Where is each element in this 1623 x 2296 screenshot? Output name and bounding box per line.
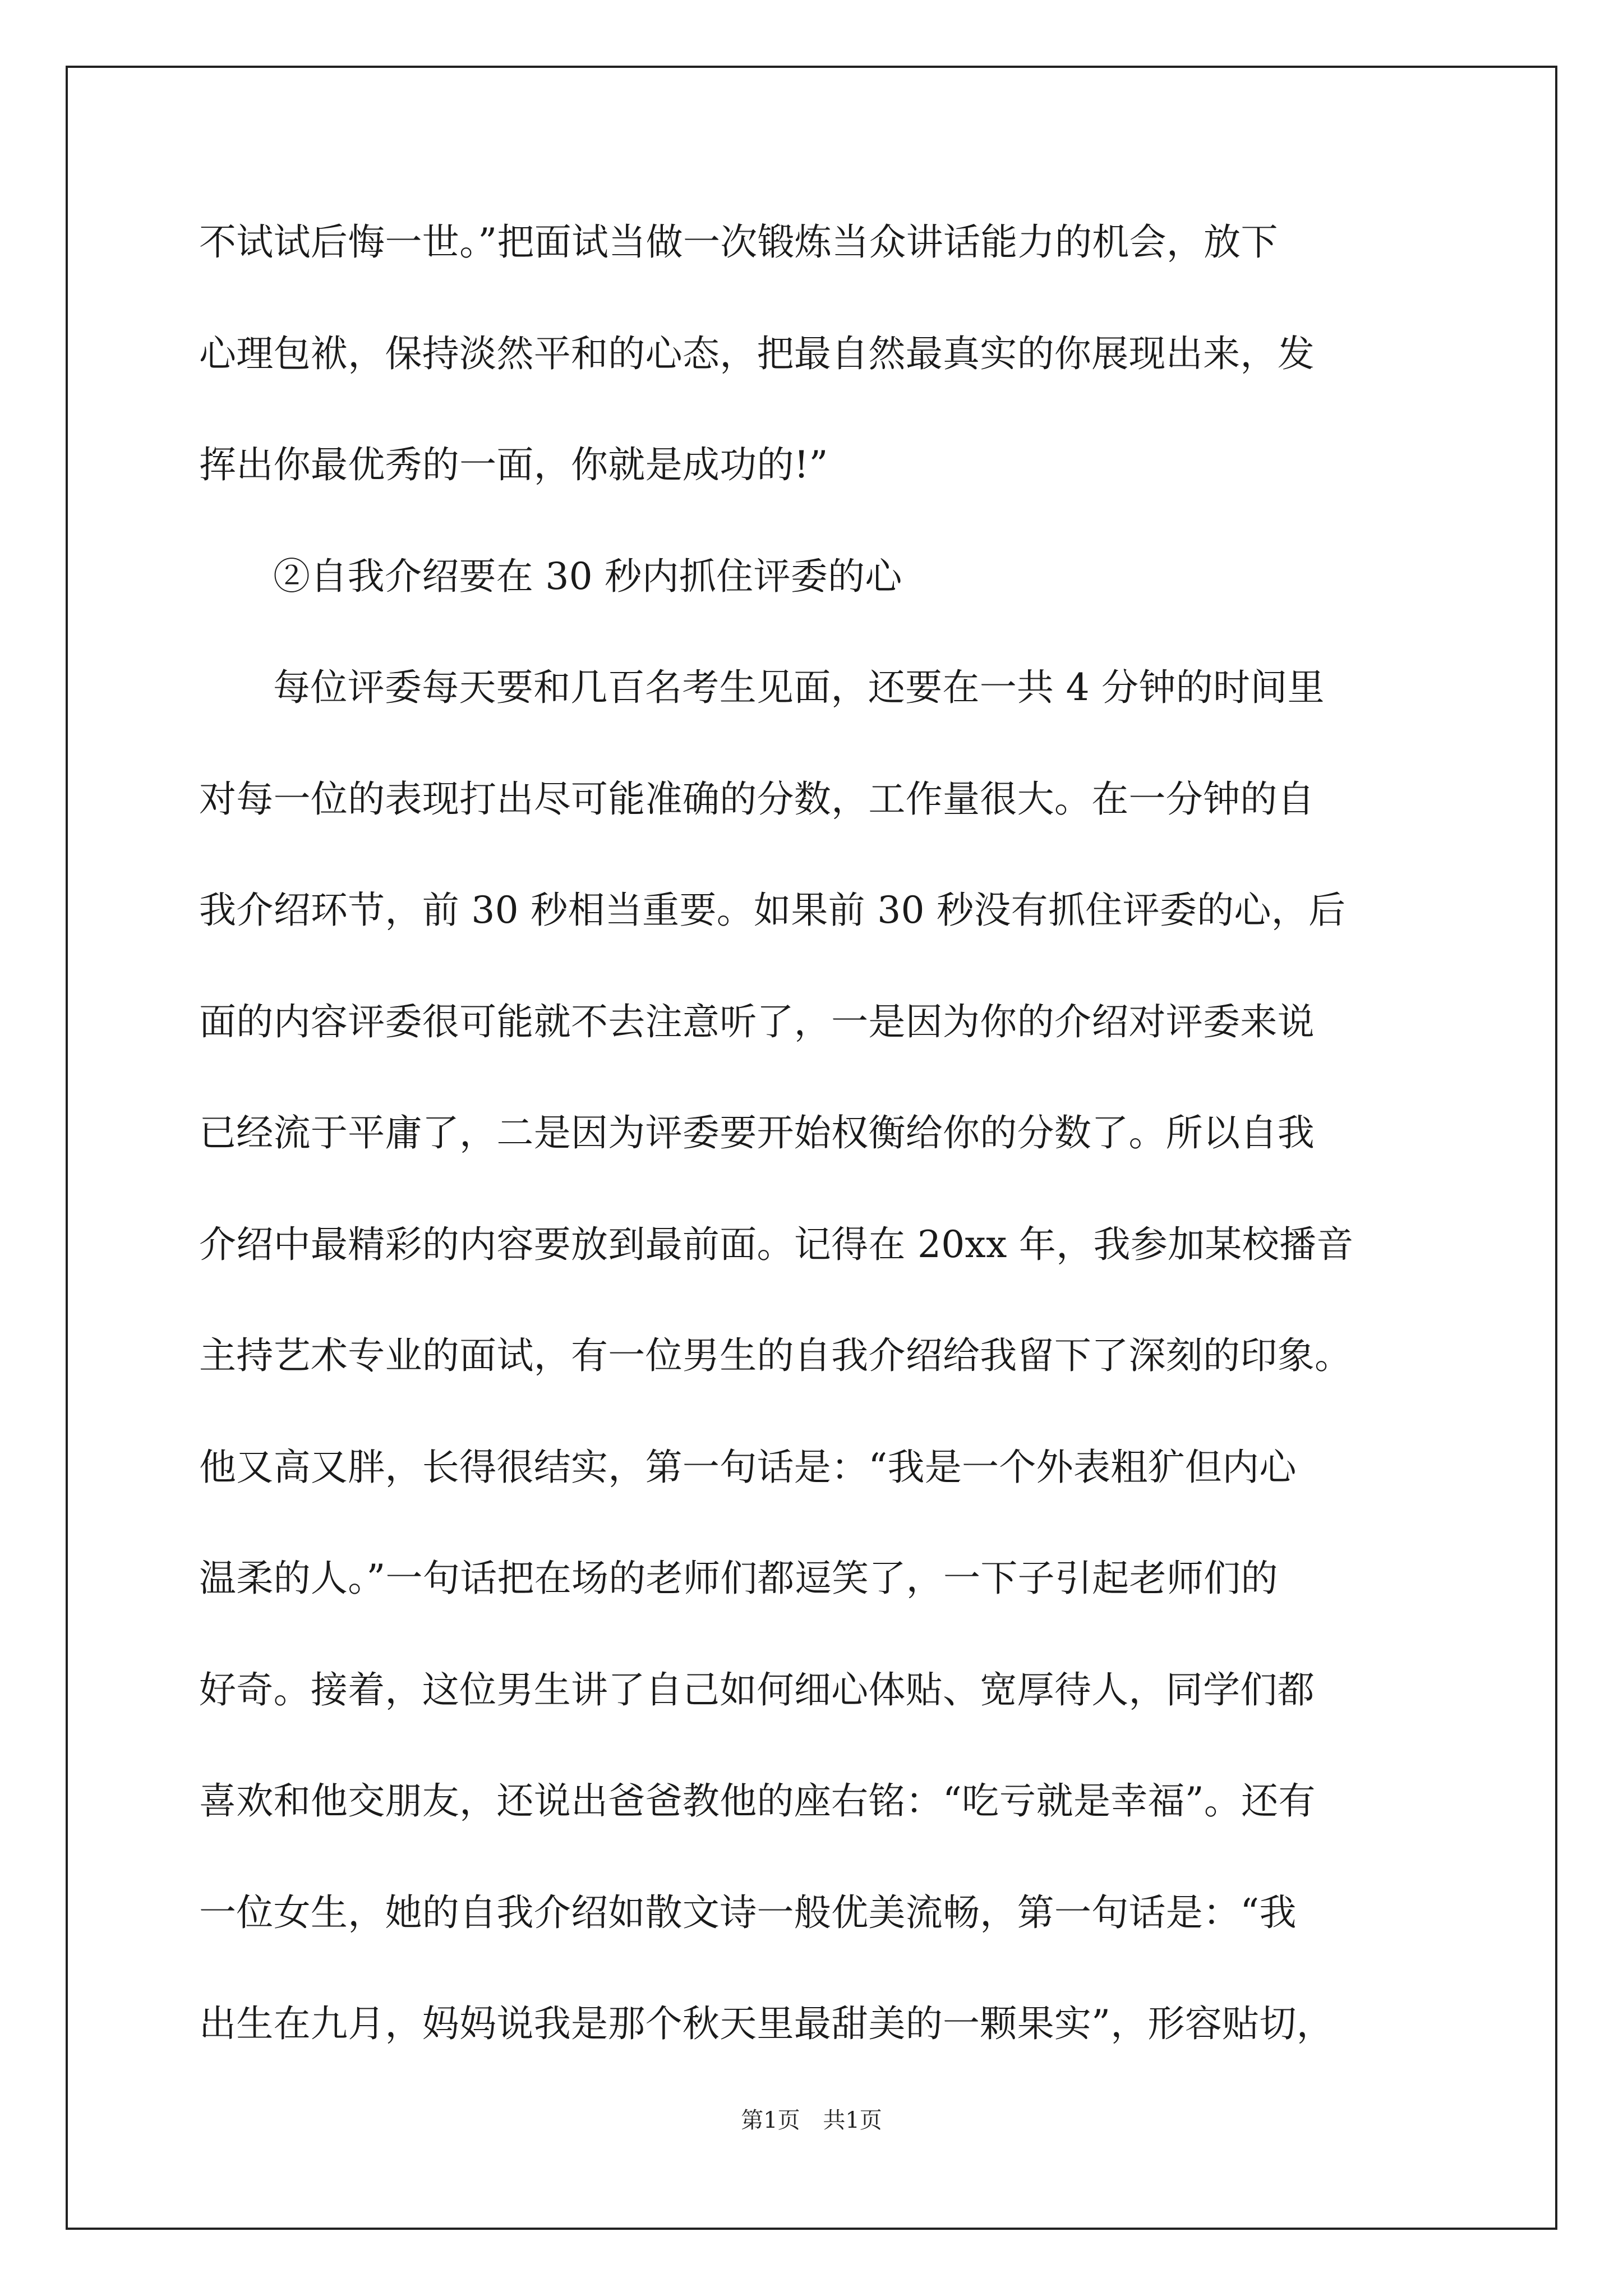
document-body [199, 205, 1455, 2099]
text-line: 主持艺术专业的面试，有一位男生的自我介绍给我留下了深刻的印象。 [199, 1334, 1352, 1377]
text-line: ②自我介绍要在 30 秒内抓住评委的心 [273, 554, 902, 598]
text-line: 对每一位的表现打出尽可能准确的分数，工作量很大。在一分钟的自 [199, 777, 1315, 821]
text-line: 一位女生，她的自我介绍如散文诗一般优美流畅，第一句话是：“我 [199, 1890, 1297, 1934]
text-line: 面的内容评委很可能就不去注意听了，一是因为你的介绍对评委来说 [199, 1000, 1315, 1043]
text-line: 温柔的人。”一句话把在场的老师们都逗笑了，一下子引起老师们的 [199, 1557, 1278, 1600]
text-line: 喜欢和他交朋友，还说出爸爸教他的座右铭：“吃亏就是幸福”。还有 [199, 1779, 1316, 1823]
text-line: 每位评委每天要和几百名考生见面，还要在一共 4 分钟的时间里 [273, 666, 1325, 709]
text-line: 已经流于平庸了，二是因为评委要开始权衡给你的分数了。所以自我 [199, 1111, 1315, 1154]
text-line: 好奇。接着，这位男生讲了自己如何细心体贴、宽厚待人，同学们都 [199, 1668, 1315, 1711]
text-line: 他又高又胖，长得很结实，第一句话是：“我是一个外表粗犷但内心 [199, 1445, 1297, 1489]
page-number: 第1页 [741, 2108, 800, 2133]
text-line: 我介绍环节，前 30 秒相当重要。如果前 30 秒没有抓住评委的心，后 [199, 889, 1346, 932]
text-line: 不试试后悔一世。”把面试当做一次锻炼当众讲话能力的机会，放下 [199, 220, 1278, 264]
text-line: 心理包袱，保持淡然平和的心态，把最自然最真实的你展现出来，发 [199, 332, 1315, 375]
text-line: 出生在九月，妈妈说我是那个秋天里最甜美的一颗果实”，形容贴切， [199, 2002, 1334, 2045]
page-footer [0, 2104, 1623, 2137]
text-line: 介绍中最精彩的内容要放到最前面。记得在 20xx 年，我参加某校播音 [199, 1222, 1354, 1266]
text-line: 挥出你最优秀的一面，你就是成功的!” [199, 443, 828, 486]
page-total: 共1页 [823, 2108, 882, 2133]
